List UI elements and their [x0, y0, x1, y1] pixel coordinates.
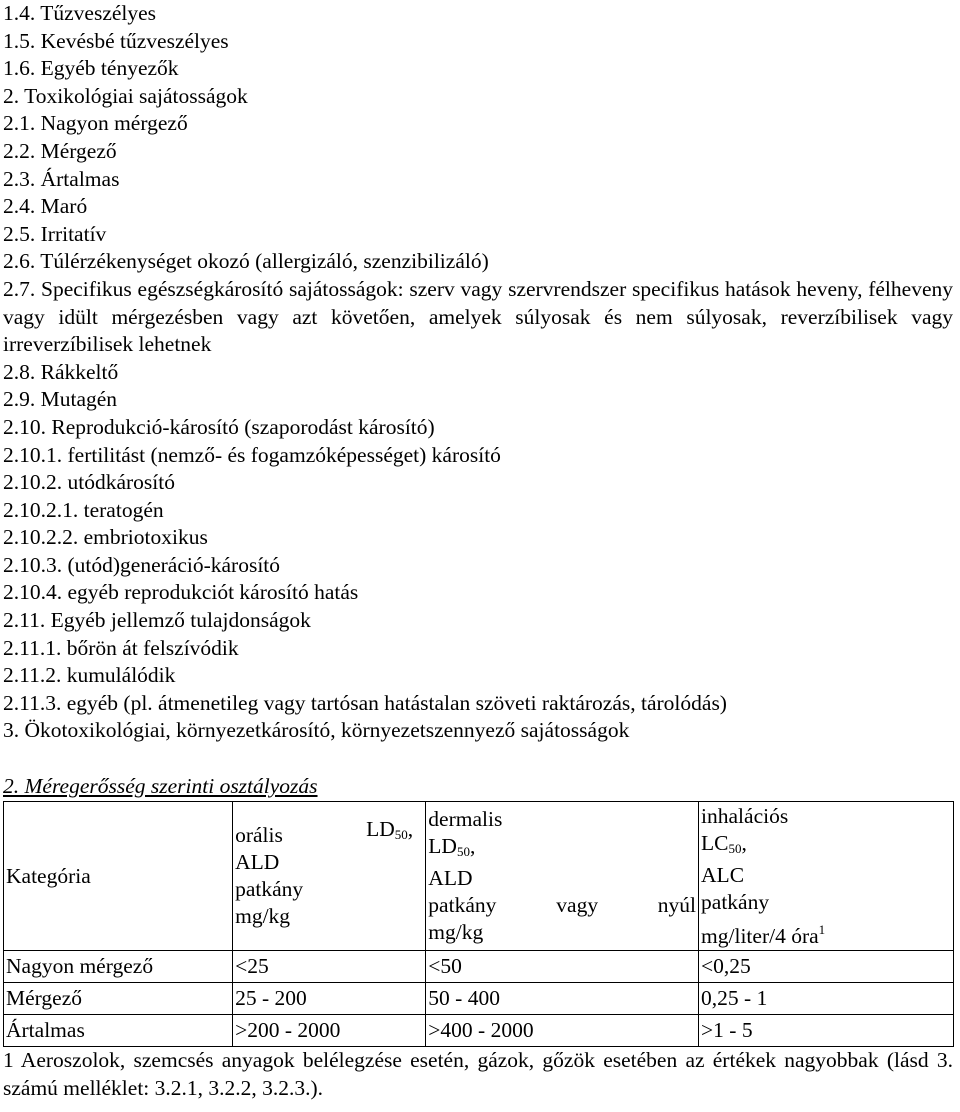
header-inhalation — [699, 802, 954, 951]
list-item: 2.10.1. fertilitást (nemző- és fogamzóképességet) károsító — [3, 442, 501, 467]
row-inhal: 0,25 - 1 — [699, 983, 954, 1015]
list-item: 2.3. Ártalmas — [3, 166, 120, 191]
row-oral: 25 - 200 — [233, 983, 426, 1015]
header-dermal-ld50 — [428, 833, 698, 865]
ld-subscript: 50 — [394, 827, 408, 843]
header-oral-line: ALD — [235, 850, 280, 875]
ld-comma: , — [469, 834, 476, 859]
section-heading — [3, 771, 953, 801]
row-inhal: >1 - 5 — [699, 1015, 954, 1047]
list-item: 2.4. Maró — [3, 194, 88, 219]
list-item: 2.10.2.1. teratogén — [3, 497, 164, 522]
ld-comma: , — [407, 817, 414, 842]
list-item: 2.11.2. kumulálódik — [3, 663, 176, 688]
list-item: 1.6. Egyéb tényezők — [3, 56, 179, 81]
row-category: Ártalmas — [4, 1015, 233, 1047]
row-category: Nagyon mérgező — [4, 951, 233, 983]
header-inhal-line: patkány — [701, 889, 770, 914]
list-item: 2.10.3. (utód)generáció-károsító — [3, 552, 281, 577]
header-category-label: Kategória — [6, 863, 91, 888]
header-oral-line: patkány — [235, 877, 304, 902]
list-item-paragraph: 2.7. Specifikus egészségkárosító sajátosságok: szerv vagy szervrendszer specifikus hatások heveny, félheveny vagy idült mérgezésben vagy azt követően, amelyek súlyosak és nem súlyosak, reverzíbilisek vagy irreverzíbilisek lehetnek — [3, 276, 953, 357]
table-row — [4, 1015, 954, 1047]
header-dermal-line: dermalis — [428, 807, 503, 832]
list-item: 2.9. Mutagén — [3, 387, 118, 412]
classification-list — [3, 0, 953, 745]
ld-label: LD — [428, 834, 457, 859]
header-oral-line: mg/kg — [235, 904, 291, 929]
row-oral: <25 — [233, 951, 426, 983]
document-page — [3, 0, 953, 1102]
lc-subscript: 50 — [728, 840, 742, 856]
table-row — [4, 951, 954, 983]
list-item: 2.5. Irritatív — [3, 221, 107, 246]
row-dermal: <50 — [426, 951, 699, 983]
header-dermal-line — [428, 892, 698, 919]
header-dermal-word: vagy — [556, 893, 599, 918]
header-oral-ld50 — [366, 816, 413, 848]
header-dermal-line: ALD — [428, 866, 473, 891]
lc-label: LC — [701, 830, 729, 855]
row-category: Mérgező — [4, 983, 233, 1015]
list-item: 1.5. Kevésbé tűzveszélyes — [3, 28, 229, 53]
list-item: 2.11. Egyéb jellemző tulajdonságok — [3, 608, 311, 633]
header-category — [4, 802, 233, 951]
list-item: 2.6. Túlérzékenységet okozó (allergizáló, szenzibilizáló) — [3, 249, 489, 274]
list-item: 2.11.1. bőrön át felszívódik — [3, 635, 239, 660]
row-inhal: <0,25 — [699, 951, 954, 983]
list-item: 2.10.4. egyéb reprodukciót károsító hatás — [3, 580, 359, 605]
list-item: 1.4. Tűzveszélyes — [3, 1, 157, 25]
header-dermal-word: nyúl — [657, 893, 697, 918]
list-item: 2.2. Mérgező — [3, 138, 117, 163]
footnote-marker: 1 — [818, 921, 826, 937]
list-item: 3. Ökotoxikológiai, környezetkárosító, környezetszennyező sajátosságok — [3, 718, 630, 743]
ld-label: LD — [366, 817, 395, 842]
header-dermal-word: patkány — [428, 893, 497, 918]
header-oral-line: orális — [235, 823, 283, 848]
table-header-row — [4, 802, 954, 951]
row-dermal: >400 - 2000 — [426, 1015, 699, 1047]
header-oral — [233, 802, 426, 951]
list-item: 2.1. Nagyon mérgező — [3, 111, 188, 136]
list-item: 2.11.3. egyéb (pl. átmenetileg vagy tartósan hatástalan szöveti raktározás, tárolódás) — [3, 690, 727, 715]
section-heading-text: 2. Méregerősség szerinti osztályozás — [3, 774, 318, 799]
table-row — [4, 983, 954, 1015]
list-item: 2.8. Rákkeltő — [3, 359, 119, 384]
header-inhal-line: inhalációs — [701, 803, 789, 828]
header-inhal-lc50 — [701, 830, 953, 862]
footnote: 1 Aeroszolok, szemcsés anyagok belélegzése esetén, gázok, gőzök esetében az értékek nagyobbak (lásd 3. számú melléklet: 3.2.1, 3.2.2, 3.2.3.). — [3, 1048, 953, 1100]
header-inhal-line — [701, 916, 953, 950]
list-item: 2.10.2.2. embriotoxikus — [3, 525, 208, 550]
lc-comma: , — [741, 830, 747, 855]
list-item: 2. Toxikológiai sajátosságok — [3, 83, 248, 108]
list-item: 2.10.2. utódkárosító — [3, 470, 175, 495]
list-item: 2.10. Reprodukció-károsító (szaporodást károsító) — [3, 414, 435, 439]
header-inhal-unit: mg/liter/4 óra — [701, 923, 819, 948]
toxicity-table — [3, 801, 954, 1047]
ld-subscript: 50 — [456, 844, 470, 860]
header-inhal-line: ALC — [701, 862, 745, 887]
row-oral: >200 - 2000 — [233, 1015, 426, 1047]
row-dermal: 50 - 400 — [426, 983, 699, 1015]
header-dermal — [426, 802, 699, 951]
header-dermal-line: mg/kg — [428, 920, 484, 945]
